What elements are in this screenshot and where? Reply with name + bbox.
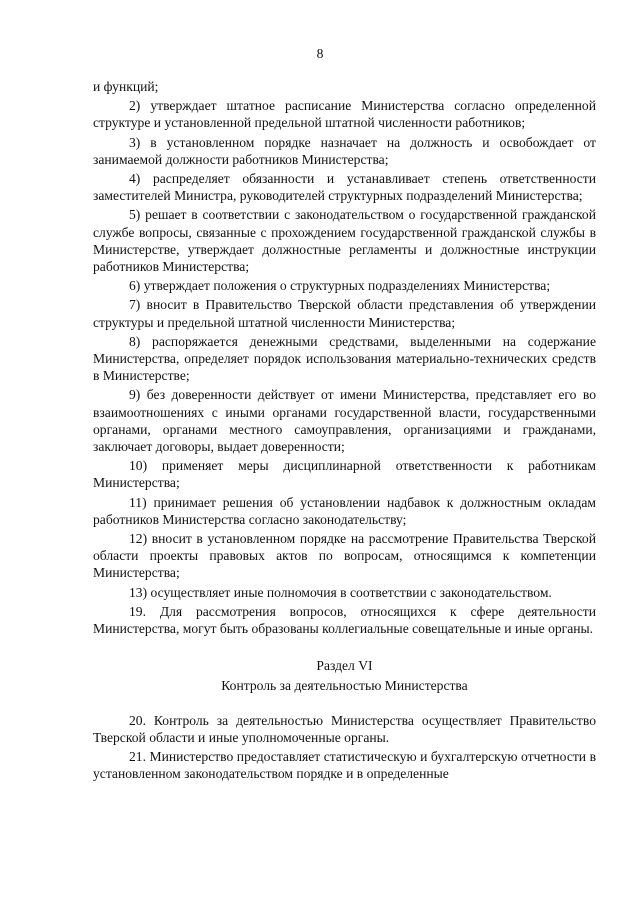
document-body [93,78,596,785]
paragraph: 13) осуществляет иные полномочия в соответствии с законодательством. [129,584,552,600]
paragraph: 5) решает в соответствии с законодательством о государственной гражданской службе вопросы, связанные с прохождением государственной гражданской службы в Министерстве, утверждает должностные регламенты и должностные инструкции работников Министерства; [93,207,596,275]
paragraphs-after [93,712,596,783]
paragraph: 12) вносит в установленном порядке на рассмотрение Правительства Тверской области проекты правовых актов по вопросам, относящимся к компетенции Министерства; [93,531,596,581]
paragraph: 10) применяет меры дисциплинарной ответственности к работникам Министерства; [93,458,596,491]
spacer [93,694,596,712]
paragraph: и функций; [93,79,159,94]
paragraph: 11) принимает решения об установлении надбавок к должностным окладам работников Министерства согласно законодательству; [93,494,596,527]
paragraph: 4) распределяет обязанности и устанавливает степень ответственности заместителей Министра, руководителей структурных подразделений Министерства; [93,171,596,204]
paragraph: 2) утверждает штатное расписание Министерства согласно определенной структуре и установленной предельной штатной численности работников; [93,98,596,131]
paragraph: 9) без доверенности действует от имени Министерства, представляет его во взаимоотношениях с иными органами государственной власти, государственными органами, органами местного самоуправления, организациями и гражданами, заключает договоры, выдает доверенности; [93,387,596,455]
page-number: 8 [316,46,324,61]
paragraph: 8) распоряжается денежными средствами, выделенными на содержание Министерства, определяет порядок использования материально-технических средств в Министерстве; [93,333,596,384]
paragraphs-before [93,78,596,637]
paragraph: 3) в установленном порядке назначает на должность и освобождает от занимаемой должности работников Министерства; [93,134,596,167]
section-heading: Раздел VI [316,658,373,674]
section-title: Контроль за деятельностью Министерства [221,677,468,693]
paragraph: 7) вносит в Правительство Тверской области представления об утверждении структуры и предельной штатной численности Министерства; [93,297,596,330]
paragraph: 20. Контроль за деятельностью Министерства осуществляет Правительство Тверской области и иные уполномоченные органы. [93,712,596,745]
paragraph: 21. Министерство предоставляет статистическую и бухгалтерскую отчетности в установленном законодательством порядке и в определенные [93,749,596,782]
paragraph: 19. Для рассмотрения вопросов, относящихся к сфере деятельности Министерства, могут быть образованы коллегиальные совещательные и иные органы. [93,603,596,637]
paragraph: 6) утверждает положения о структурных подразделениях Министерства; [129,278,551,294]
